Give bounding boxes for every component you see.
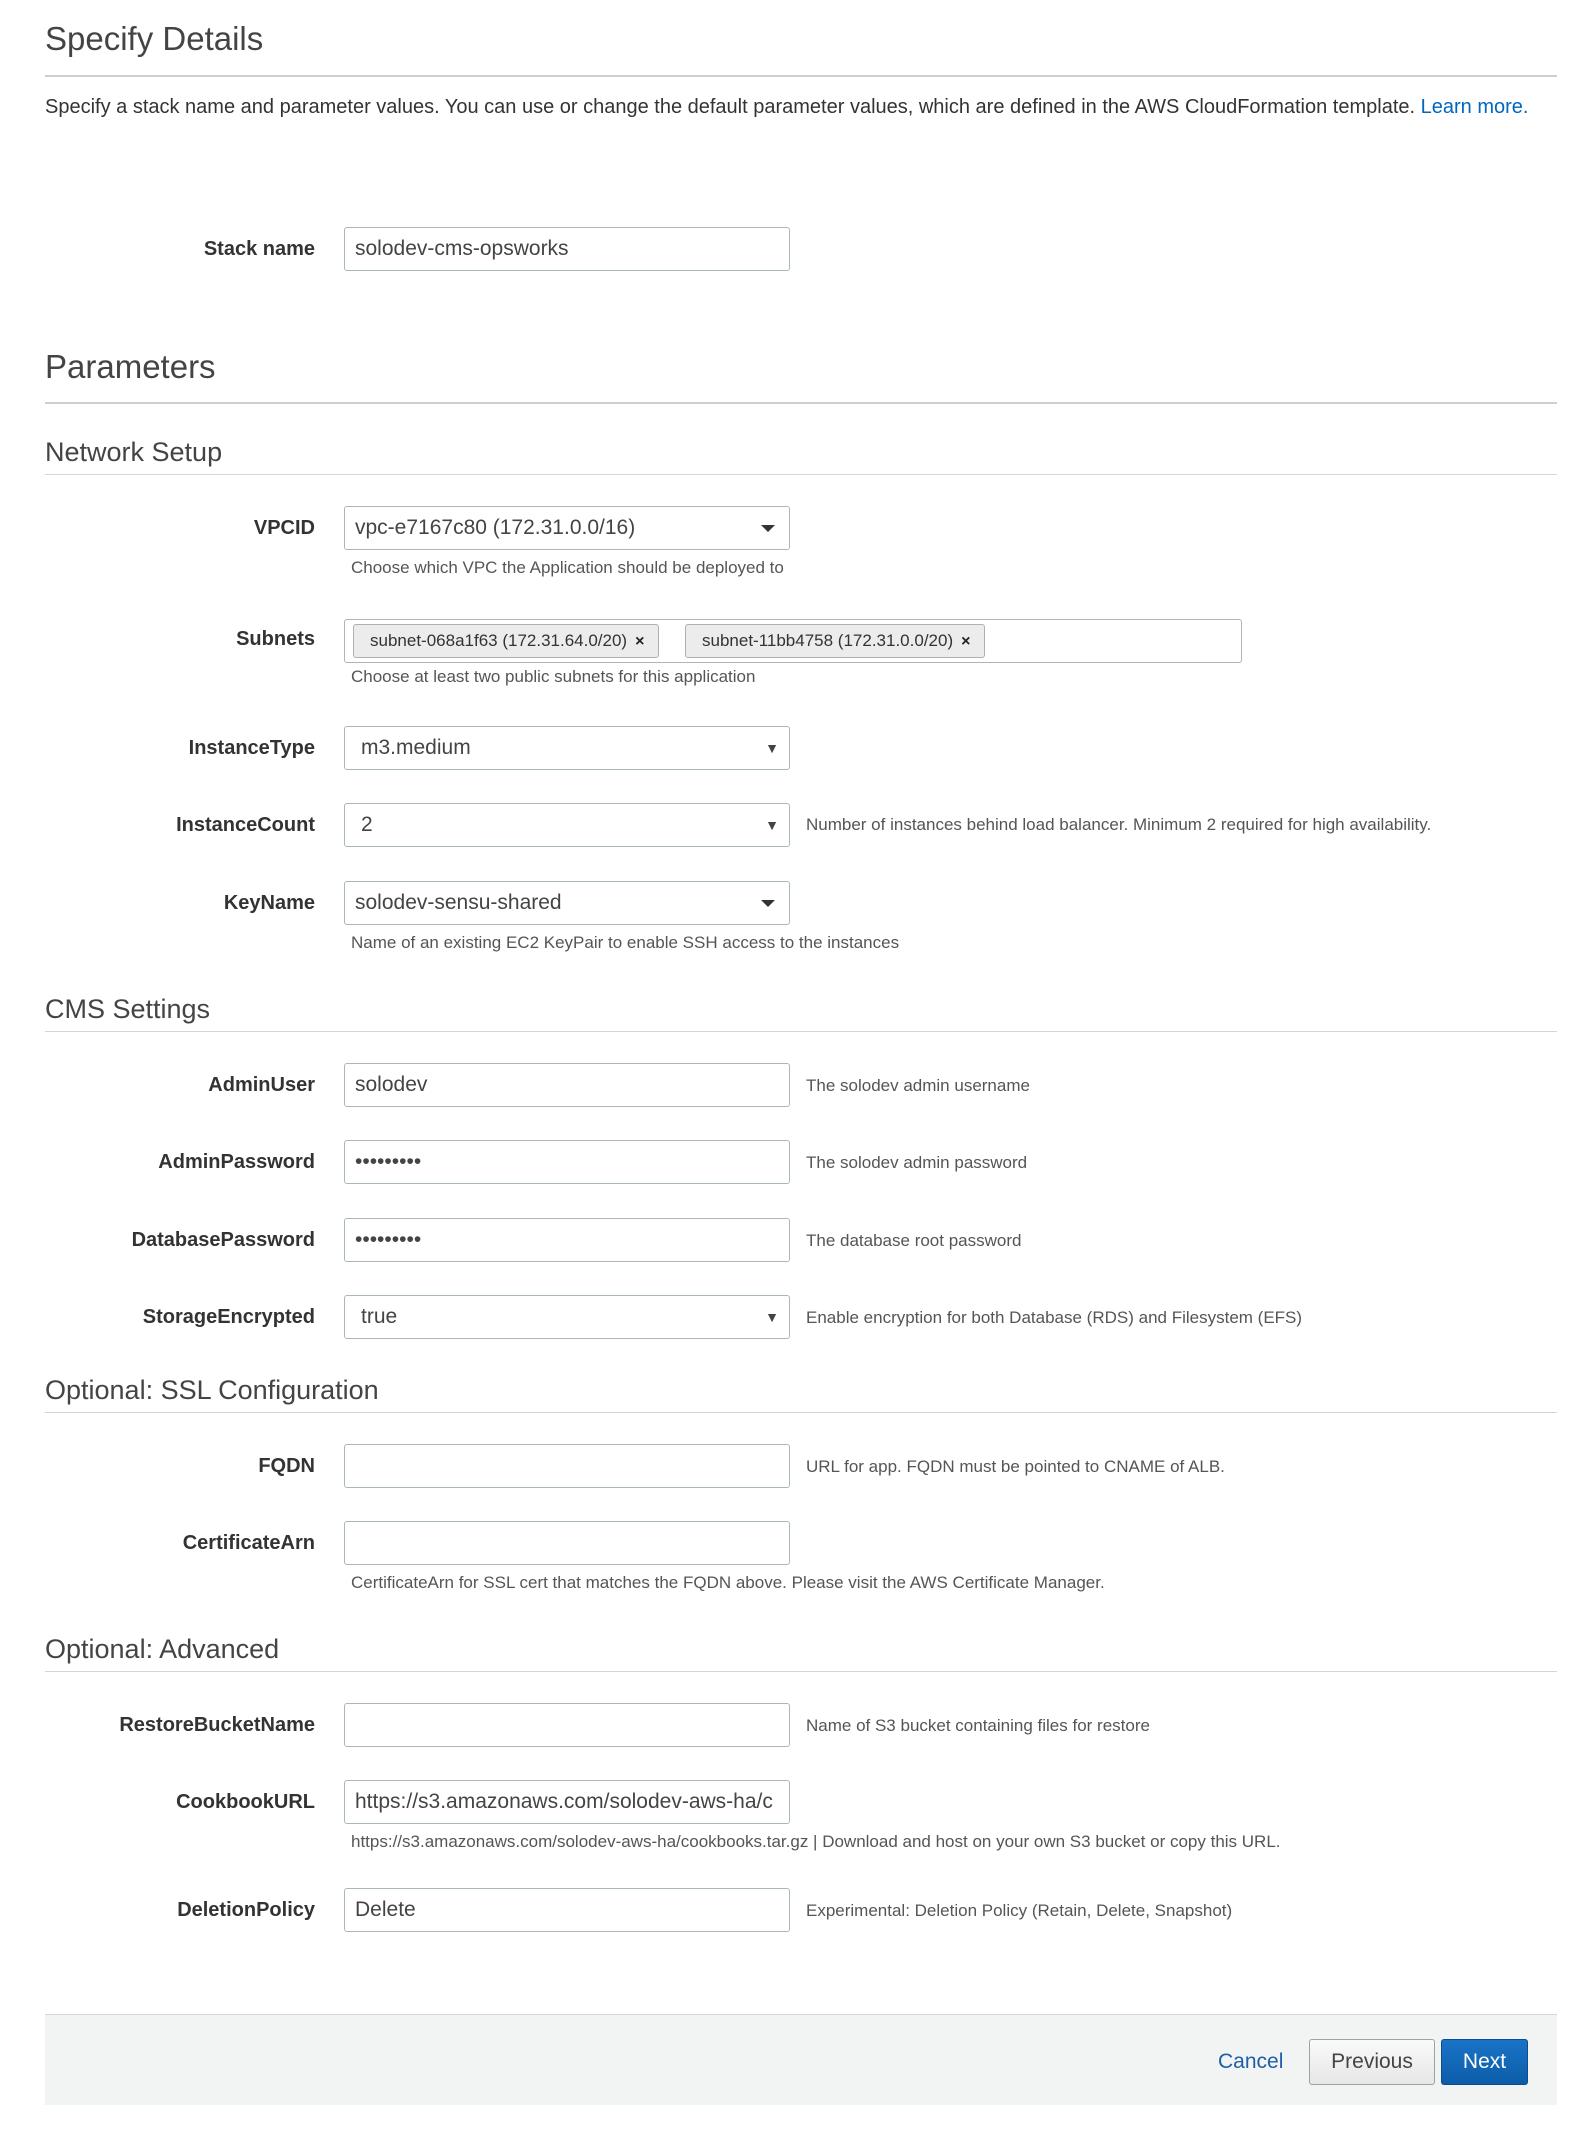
intro-text — [45, 92, 1555, 123]
dropdown-arrow-icon: ▼ — [765, 817, 779, 833]
certificate-arn-help: CertificateArn for SSL cert that matches the FQDN above. Please visit the AWS Certificate Manager. — [351, 1573, 1105, 1592]
database-password-label: DatabasePassword — [131, 1229, 315, 1251]
key-name-select[interactable] — [344, 881, 790, 925]
vpcid-label: VPCID — [253, 517, 315, 539]
instance-count-select[interactable] — [344, 803, 790, 847]
title-divider — [45, 75, 1557, 77]
admin-user-label: AdminUser — [208, 1074, 315, 1096]
key-name-value: solodev-sensu-shared — [355, 891, 562, 914]
instance-count-value: 2 — [361, 813, 373, 836]
storage-encrypted-label: StorageEncrypted — [142, 1306, 315, 1328]
parameters-title: Parameters — [45, 348, 216, 385]
admin-password-help: The solodev admin password — [806, 1153, 1028, 1172]
cms-settings-heading: CMS Settings — [45, 994, 211, 1024]
storage-encrypted-select[interactable] — [344, 1295, 790, 1339]
storage-encrypted-help: Enable encryption for both Database (RDS) and Filesystem (EFS) — [806, 1308, 1303, 1327]
instance-type-label: InstanceType — [188, 737, 315, 759]
learn-more-link[interactable]: Learn more. — [1420, 96, 1529, 118]
deletion-policy-input[interactable] — [344, 1888, 790, 1932]
subnets-help: Choose at least two public subnets for this application — [351, 667, 756, 686]
instance-count-help: Number of instances behind load balancer. Minimum 2 required for high availability. — [806, 815, 1432, 834]
subnets-multiselect[interactable] — [344, 619, 1242, 663]
subnet-chip — [353, 624, 659, 658]
cookbook-url-input[interactable]: https://s3.amazonaws.com/solodev-aws-ha/c — [344, 1780, 790, 1824]
key-name-help: Name of an existing EC2 KeyPair to enable SSH access to the instances — [351, 933, 900, 952]
chevron-down-icon — [761, 900, 775, 907]
certificate-arn-input[interactable] — [344, 1521, 790, 1565]
cookbook-url-label: CookbookURL — [176, 1791, 315, 1813]
ssl-heading: Optional: SSL Configuration — [45, 1375, 379, 1405]
admin-user-input[interactable] — [344, 1063, 790, 1107]
dropdown-arrow-icon: ▼ — [765, 740, 779, 756]
chevron-down-icon — [761, 525, 775, 532]
key-name-label: KeyName — [223, 892, 315, 914]
vpcid-select[interactable] — [344, 506, 790, 550]
subnets-label: Subnets — [236, 628, 315, 650]
intro-description: Specify a stack name and parameter values. You can use or change the default parameter values, which are defined in the AWS CloudFormation template. — [45, 96, 1416, 118]
fqdn-input[interactable] — [344, 1444, 790, 1488]
admin-password-input[interactable]: ••••••••• — [344, 1140, 790, 1184]
instance-type-value: m3.medium — [361, 736, 471, 759]
vpcid-value: vpc-e7167c80 (172.31.0.0/16) — [355, 516, 636, 539]
cms-divider — [45, 1031, 1557, 1032]
fqdn-help: URL for app. FQDN must be pointed to CNAME of ALB. — [806, 1457, 1225, 1476]
dropdown-arrow-icon: ▼ — [765, 1309, 779, 1325]
admin-user-help: The solodev admin username — [806, 1076, 1030, 1095]
network-setup-heading: Network Setup — [45, 437, 223, 467]
network-divider — [45, 474, 1557, 475]
stack-name-input[interactable] — [344, 227, 790, 271]
cancel-button[interactable]: Cancel — [1218, 2039, 1283, 2085]
stack-name-label: Stack name — [203, 238, 315, 260]
cookbook-url-help: https://s3.amazonaws.com/solodev-aws-ha/cookbooks.tar.gz | Download and host on your own S3 bucket or copy this URL. — [351, 1832, 1281, 1851]
certificate-arn-label: CertificateArn — [182, 1532, 315, 1554]
subnet-chip-label: subnet-11bb4758 (172.31.0.0/20) — [702, 631, 954, 650]
storage-encrypted-value: true — [361, 1305, 398, 1328]
deletion-policy-label: DeletionPolicy — [177, 1899, 315, 1921]
fqdn-label: FQDN — [258, 1455, 315, 1477]
subnet-chip — [685, 624, 985, 658]
page-title: Specify Details — [45, 20, 264, 57]
instance-count-label: InstanceCount — [176, 814, 315, 836]
subnet-chip-label: subnet-068a1f63 (172.31.64.0/20) — [370, 631, 628, 650]
restore-bucket-help: Name of S3 bucket containing files for restore — [806, 1716, 1150, 1735]
database-password-help: The database root password — [806, 1231, 1022, 1250]
close-icon[interactable]: × — [961, 633, 971, 650]
admin-password-label: AdminPassword — [158, 1151, 315, 1173]
database-password-input[interactable]: ••••••••• — [344, 1218, 790, 1262]
parameters-divider — [45, 402, 1557, 404]
close-icon[interactable]: × — [635, 633, 645, 650]
ssl-divider — [45, 1412, 1557, 1413]
restore-bucket-input[interactable] — [344, 1703, 790, 1747]
previous-button[interactable]: Previous — [1309, 2039, 1435, 2085]
vpcid-help: Choose which VPC the Application should be deployed to — [351, 558, 784, 577]
instance-type-select[interactable] — [344, 726, 790, 770]
advanced-divider — [45, 1671, 1557, 1672]
next-button[interactable]: Next — [1441, 2039, 1528, 2085]
deletion-policy-help: Experimental: Deletion Policy (Retain, Delete, Snapshot) — [806, 1901, 1233, 1920]
advanced-heading: Optional: Advanced — [45, 1634, 280, 1664]
restore-bucket-label: RestoreBucketName — [119, 1714, 315, 1736]
